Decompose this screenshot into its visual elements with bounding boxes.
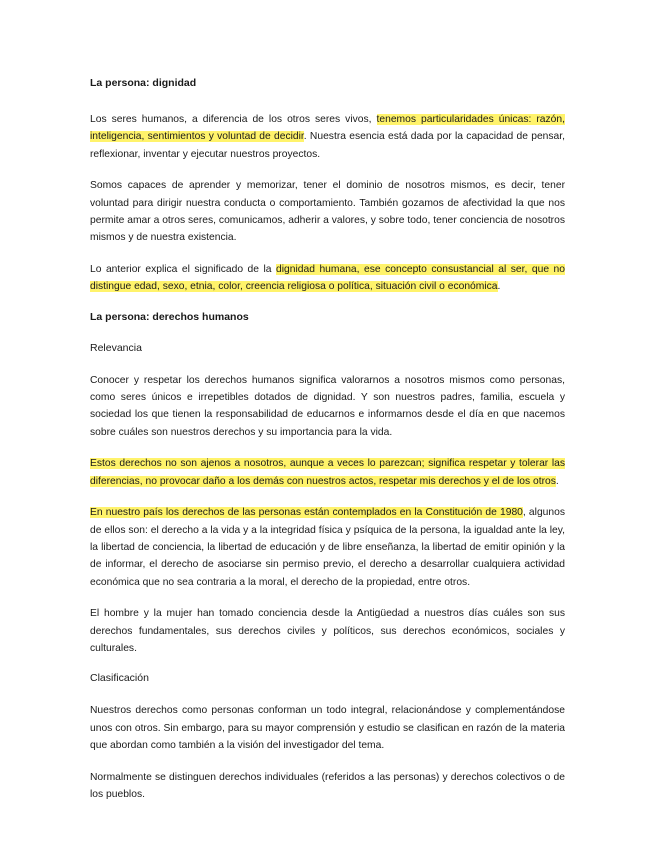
highlighted-text: Estos derechos no son ajenos a nosotros, aunque a veces lo parezcan; significa respetar y tolerar las diferencias, no provocar daño a los demás con nuestros actos, respetar mis derechos y el de los otros xyxy=(90,458,565,487)
paragraph-dignidad-humana xyxy=(90,261,565,296)
paragraph-conocer-respetar: Conocer y respetar los derechos humanos significa valorarnos a nosotros mismos como personas, como seres únicos e irrepetibles dotados de dignidad. Y son nuestros padres, familia, escuela y sociedad los que tienen la responsabilidad de educarnos e informarnos desde el día en que nacemos sobre cuáles son nuestros derechos y su importancia para la vida. xyxy=(90,374,565,438)
text: . Nuestra esencia está dada por la capacidad de pensar, reflexionar, inventar y ejecutar nuestros proyectos. xyxy=(90,131,565,160)
text: . xyxy=(555,475,559,487)
paragraph-antiguedad: El hombre y la mujer han tomado conciencia desde la Antigüedad a nuestros días cuáles son sus derechos fundamentales, sus derechos civiles y políticos, sus derechos económicos, sociales y culturales. xyxy=(90,608,565,654)
paragraph-capacidades: Somos capaces de aprender y memorizar, tener el dominio de nosotros mismos, es decir, tener voluntad para dirigir nuestra conducta o comportamiento. También gozamos de afectividad la que nos permite amar a otros seres, comunicamos, adherir a valores, y sobre todo, tener conciencia de nosotros mismos y de nuestra existencia. xyxy=(90,180,565,244)
section-title-derechos: La persona: derechos humanos xyxy=(90,310,249,323)
paragraph-constitucion xyxy=(90,504,565,591)
highlighted-text: dignidad humana, ese concepto consustancial al ser, que no distingue edad, sexo, etnia, color, creencia religiosa o política, situación civil o económica xyxy=(90,263,565,293)
paragraph-seres-humanos xyxy=(90,111,565,163)
subheading-relevancia: Relevancia xyxy=(90,341,142,354)
text: . xyxy=(497,281,501,293)
section-title-dignidad: La persona: dignidad xyxy=(90,77,197,89)
paragraph-todo-integral: Nuestros derechos como personas conforman un todo integral, relacionándose y complementándose unos con otros. Sin embargo, para su mayor comprensión y estudio se clasifican en razón de la materia que abordan como también a la visión del investigador del tema. xyxy=(90,705,565,752)
subheading-clasificacion: Clasificación xyxy=(90,672,149,685)
paragraph-individuales-colectivos: Normalmente se distinguen derechos individuales (referidos a las personas) y derechos colectivos o de los pueblos. xyxy=(90,771,565,800)
highlighted-text: tenemos particularidades únicas: razón, inteligencia, sentimientos y voluntad de decidir xyxy=(90,114,565,143)
text: Los seres humanos, a diferencia de los otros seres vivos, xyxy=(90,114,377,125)
text: Lo anterior explica el significado de la xyxy=(90,263,277,275)
text: , algunos de ellos son: el derecho a la vida y a la integridad física y psíquica de la persona, la igualdad ante la ley, la libertad de conciencia, la libertad de educación y de libre enseñanza, la libertad de emitir opinión y la de informar, el derecho de asociarse sin permiso previo, el derecho a desarrollar cualquiera actividad económica que no sea contraria a la moral, el derecho de la propiedad, entre otros. xyxy=(90,507,565,588)
highlighted-text: En nuestro país los derechos de las personas están contemplados en la Constitución de 1980 xyxy=(90,507,523,519)
paragraph-no-ajenos xyxy=(90,455,565,490)
